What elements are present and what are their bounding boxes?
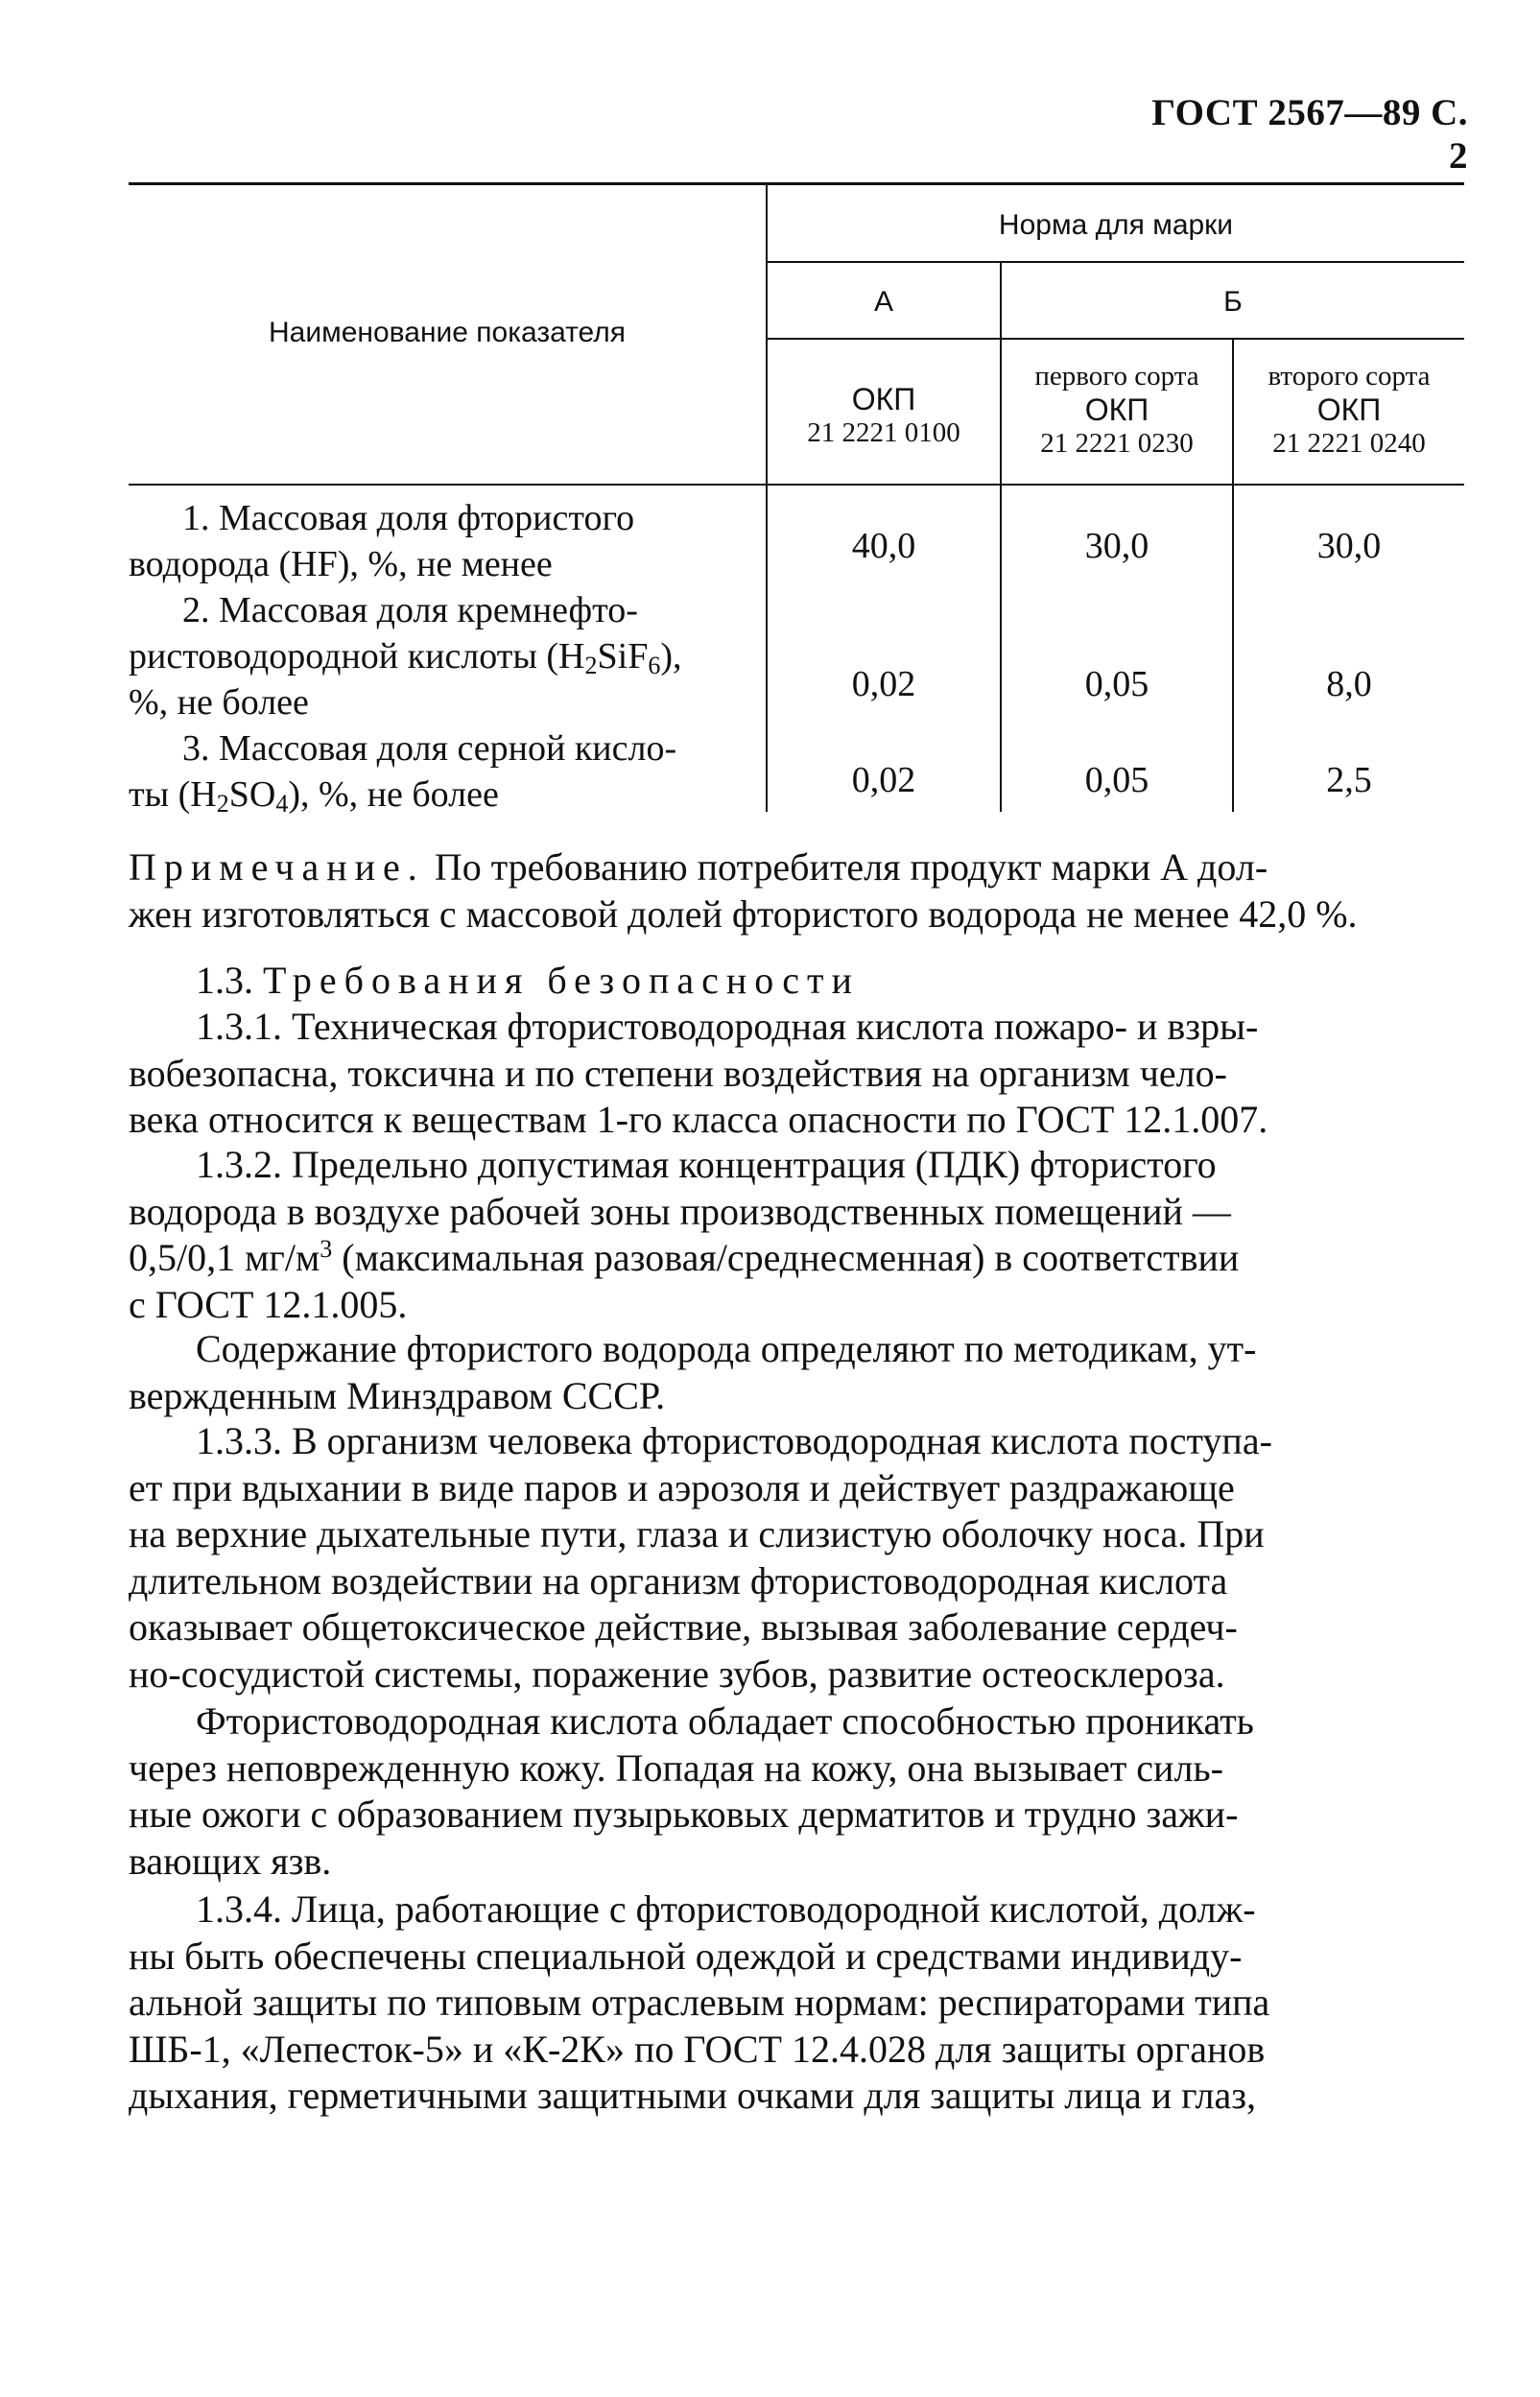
row-3-value-b1: 0,05 [1084, 760, 1149, 800]
row-2-value-a: 0,02 [851, 664, 916, 704]
subheader-a [768, 382, 1000, 449]
row-2-line-1: 2. Массовая доля кремнефто- [182, 590, 638, 630]
p132-line-2: водорода в воздухе рабочей зоны производственных помещений — [129, 1189, 1231, 1233]
subheader-b2 [1234, 361, 1464, 460]
row-2-line-2: ристоводородной кислоты $(H_2SiF_6)$, [129, 636, 682, 679]
p133-line-4: длительном воздействии на организм фтористоводородная кислота [129, 1558, 1228, 1602]
row-1-line-1: 1. Массовая доля фтористого [182, 498, 635, 538]
row-1-value-a: 40,0 [851, 526, 916, 566]
column-header-norm: Норма для марки [998, 209, 1234, 241]
table-top-rule [129, 182, 1464, 185]
okp-label-b1: ОКП [1084, 392, 1149, 428]
pskin-line-1: Фтористоводородная кислота обладает способностью проникать [196, 1699, 1254, 1743]
table-row-2-name [129, 587, 758, 725]
row-2-value-b2: 8,0 [1326, 664, 1372, 704]
p131-line-3: века относится к веществам 1-го класса опасности по ГОСТ 12.1.007. [129, 1098, 1268, 1141]
row-1-line-2: водорода (HF), %, не менее [129, 544, 553, 584]
requirements-table [129, 182, 1464, 816]
note-line-2: жен изготовляться с массовой долей фтористого водорода не менее 42,0 %. [129, 891, 1358, 936]
paragraph-skin [129, 1698, 1464, 1885]
okp-code-b2: 21 2221 0240 [1272, 428, 1426, 460]
pskin-line-2: через неповрежденную кожу. Попадая на кожу, она вызывает силь- [129, 1745, 1223, 1790]
pcontent-line-2: вержденным Минздравом СССР. [129, 1373, 666, 1417]
table-note [129, 844, 1464, 937]
paragraph-1-3-1 [129, 1004, 1464, 1144]
okp-label-b2: ОКП [1316, 392, 1382, 428]
table-rule-grade [766, 338, 1464, 340]
p133-line-6: но-сосудистой системы, поражение зубов, развитие остеосклероза. [129, 1651, 1225, 1696]
pskin-line-3: ные ожоги с образованием пузырьковых дерматитов и трудно зажи- [129, 1792, 1239, 1836]
note-line-1: Примечание. По требованию потребителя продукт марки А дол- [129, 845, 1268, 889]
sort-label-b1: первого сорта [1034, 361, 1199, 392]
p133-line-5: оказывает общетоксическое действие, вызывая заболевание сердеч- [129, 1605, 1238, 1649]
p131-line-1: 1.3.1. Техническая фтористоводородная кислота пожаро- и взры- [196, 1005, 1259, 1048]
subheader-b1 [1002, 361, 1232, 460]
p133-line-2: ет при вдыхании в виде паров и аэрозоля и действует раздражающе [129, 1465, 1235, 1509]
section-heading [129, 958, 1464, 1005]
row-1-value-b2: 30,0 [1316, 526, 1382, 566]
table-row-1-name [129, 495, 758, 587]
table-vrule-1 [766, 182, 768, 812]
row-3-line-2: ты $(H_2SO_4)$, %, не более [129, 774, 499, 818]
grade-b-header: Б [1223, 286, 1243, 318]
row-3-line-1: 3. Массовая доля серной кисло- [182, 728, 677, 769]
okp-code-a: 21 2221 0100 [807, 416, 960, 448]
row-2-line-3: %, не более [129, 682, 309, 723]
page-header: ГОСТ 2567—89 С. 2 [1151, 92, 1468, 177]
p132-line-3: 0,5/0,1 $мг/м^3$ (максимальная разовая/среднесменная) в соответствии [129, 1235, 1240, 1279]
section-title: 1.3. Требования безопасности [196, 959, 860, 1002]
row-2-value-b1: 0,05 [1084, 664, 1149, 704]
table-row-3-name [129, 725, 758, 818]
paragraph-1-3-2 [129, 1142, 1464, 1328]
p134-line-1: 1.3.4. Лица, работающие с фтористоводородной кислотой, долж- [196, 1887, 1256, 1931]
p134-line-5: дыхания, герметичными защитными очками для защиты лица и глаз, [129, 2074, 1257, 2117]
p134-line-4: ШБ-1, «Лепесток-5» и «К-2К» по ГОСТ 12.4.028 для защиты органов [129, 2027, 1266, 2071]
pskin-line-4: вающих язв. [129, 1839, 332, 1883]
p133-line-3: на верхние дыхательные пути, глаза и слизистую оболочку носа. При [129, 1512, 1265, 1555]
note-label: Примечание. [129, 845, 425, 889]
p132-line-4: с ГОСТ 12.1.005. [129, 1282, 408, 1326]
p133-line-1: 1.3.3. В организм человека фтористоводородная кислота поступа- [196, 1419, 1272, 1462]
okp-code-b1: 21 2221 0230 [1040, 428, 1194, 460]
sort-label-b2: второго сорта [1268, 361, 1431, 392]
p134-line-2: ны быть обеспечены специальной одеждой и средствами индивиду- [129, 1934, 1243, 1978]
p132-line-1: 1.3.2. Предельно допустимая концентрация (ПДК) фтористого [196, 1143, 1217, 1186]
paragraph-content [129, 1326, 1464, 1419]
p131-line-2: вобезопасна, токсична и по степени воздействия на организм чело- [129, 1051, 1227, 1095]
column-header-name: Наименование показателя [269, 317, 626, 348]
table-rule-norm [766, 261, 1464, 263]
p134-line-3: альной защиты по типовым отраслевым нормам: респираторами типа [129, 1981, 1270, 2024]
okp-label-a: ОКП [851, 382, 916, 416]
paragraph-1-3-4 [129, 1887, 1464, 2120]
paragraph-1-3-3 [129, 1418, 1464, 1697]
table-header-bottom-rule [129, 484, 1464, 486]
row-3-value-a: 0,02 [851, 760, 916, 800]
pcontent-line-1: Содержание фтористого водорода определяют по методикам, ут- [196, 1327, 1257, 1370]
grade-a-header: А [873, 286, 893, 318]
row-3-value-b2: 2,5 [1326, 760, 1372, 800]
row-1-value-b1: 30,0 [1084, 526, 1149, 566]
